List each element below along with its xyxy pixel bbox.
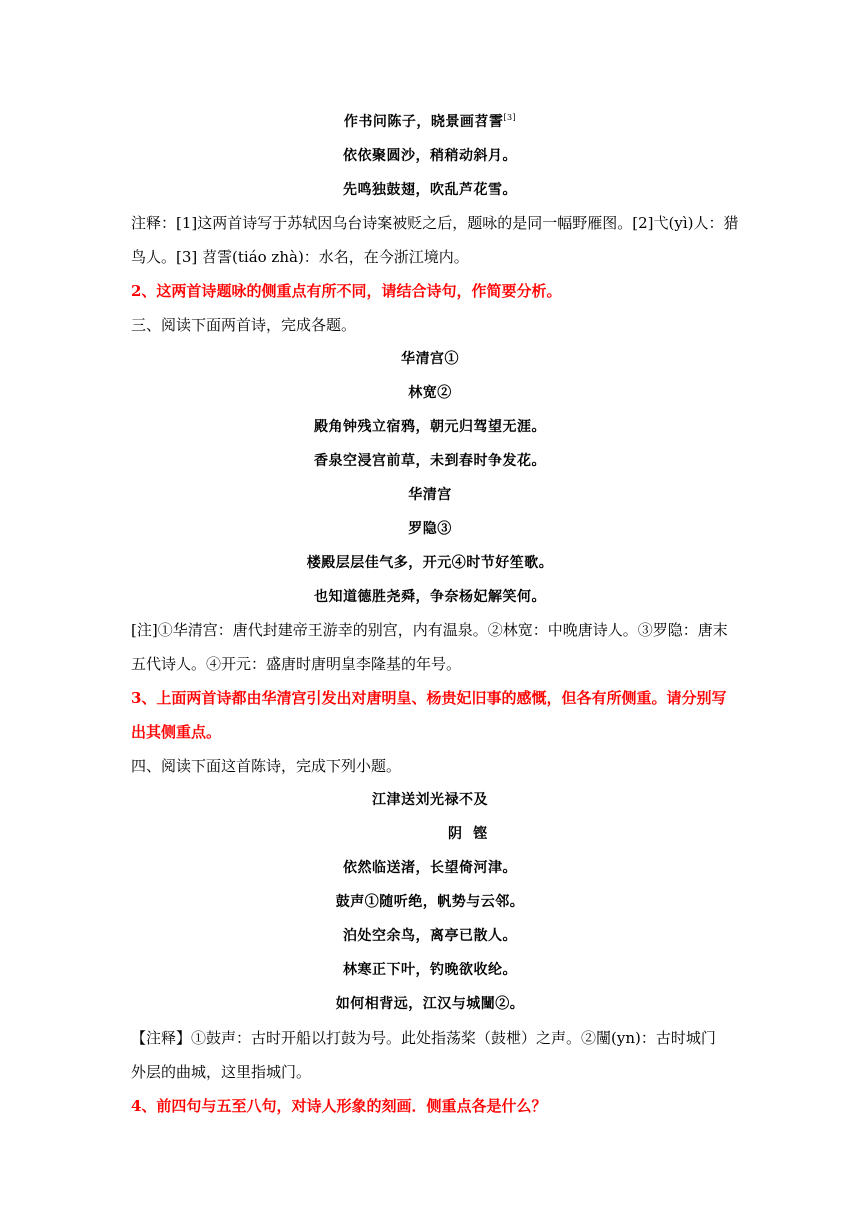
poem-title: 华清宫 [408,487,452,503]
question-3: 出其侧重点。 [131,723,222,741]
poem-line: 作书问陈子，晓景画苕霅[3] [343,113,517,130]
section-heading: 三、阅读下面两首诗，完成各题。 [131,316,357,334]
question-3: 3、上面两首诗都由华清宫引发出对唐明皇、杨贵妃旧事的感慨，但各有所侧重。请分别写 [131,689,727,707]
poem-line: 殿角钟残立宿鸦，朝元归驾望无涯。 [314,419,546,435]
poem-line: 先鸣独鼓翅，吹乱芦花雪。 [343,182,517,198]
question-4: 4、前四句与五至八句，对诗人形象的刻画．侧重点各是什么？ [131,1097,547,1115]
poem-line: 如何相背远，江汉与城闉②。 [335,996,525,1012]
poem-line: 依依聚圆沙，稍稍动斜月。 [343,148,517,164]
poem-title: 江津送刘光禄不及 [372,792,488,808]
question-2: 2、这两首诗题咏的侧重点有所不同，请结合诗句，作简要分析。 [131,282,562,300]
annotation-text: 鸟人。[3] 苕霅(tiáo zhà)：水名，在今浙江境内。 [131,248,469,266]
footnote-mark: [3] [503,113,517,122]
poem-line: 楼殿层层佳气多，开元④时节好笙歌。 [306,555,554,571]
poem-line: 也知道德胜尧舜，争奈杨妃解笑何。 [314,589,546,605]
poem-author: 林宽② [408,385,452,401]
annotation-text: 注释：[1]这两首诗写于苏轼因乌台诗案被贬之后，题咏的是同一幅野雁图。[2]弋(yì)人：猎 [131,214,739,232]
poem-title: 华清宫① [401,351,459,367]
poem-line: 泊处空余鸟，离亭已散人。 [343,928,517,944]
annotation-text: 外层的曲城，这里指城门。 [131,1063,312,1081]
annotation-text: 五代诗人。④开元：盛唐时唐明皇李隆基的年号。 [131,655,462,673]
poem-author: 罗隐③ [408,521,452,537]
poem-line: 林寒正下叶，钓晚欲收纶。 [343,962,517,978]
poem-line: 香泉空浸宫前草，未到春时争发花。 [314,453,546,469]
poem-line: 鼓声①随听绝，帆势与云邻。 [335,894,525,910]
poem-author: 阴 铿 [448,826,488,842]
poem-line: 依然临送渚，长望倚河津。 [343,860,517,876]
section-heading: 四、阅读下面这首陈诗，完成下列小题。 [131,757,402,775]
annotation-text: 【注释】①鼓声：古时开船以打鼓为号。此处指荡桨（鼓枻）之声。②闉(yn)：古时城门 [131,1029,716,1047]
annotation-text: [注]①华清宫：唐代封建帝王游幸的别宫，内有温泉。②林宽：中晚唐诗人。③罗隐：唐末 [131,621,728,639]
